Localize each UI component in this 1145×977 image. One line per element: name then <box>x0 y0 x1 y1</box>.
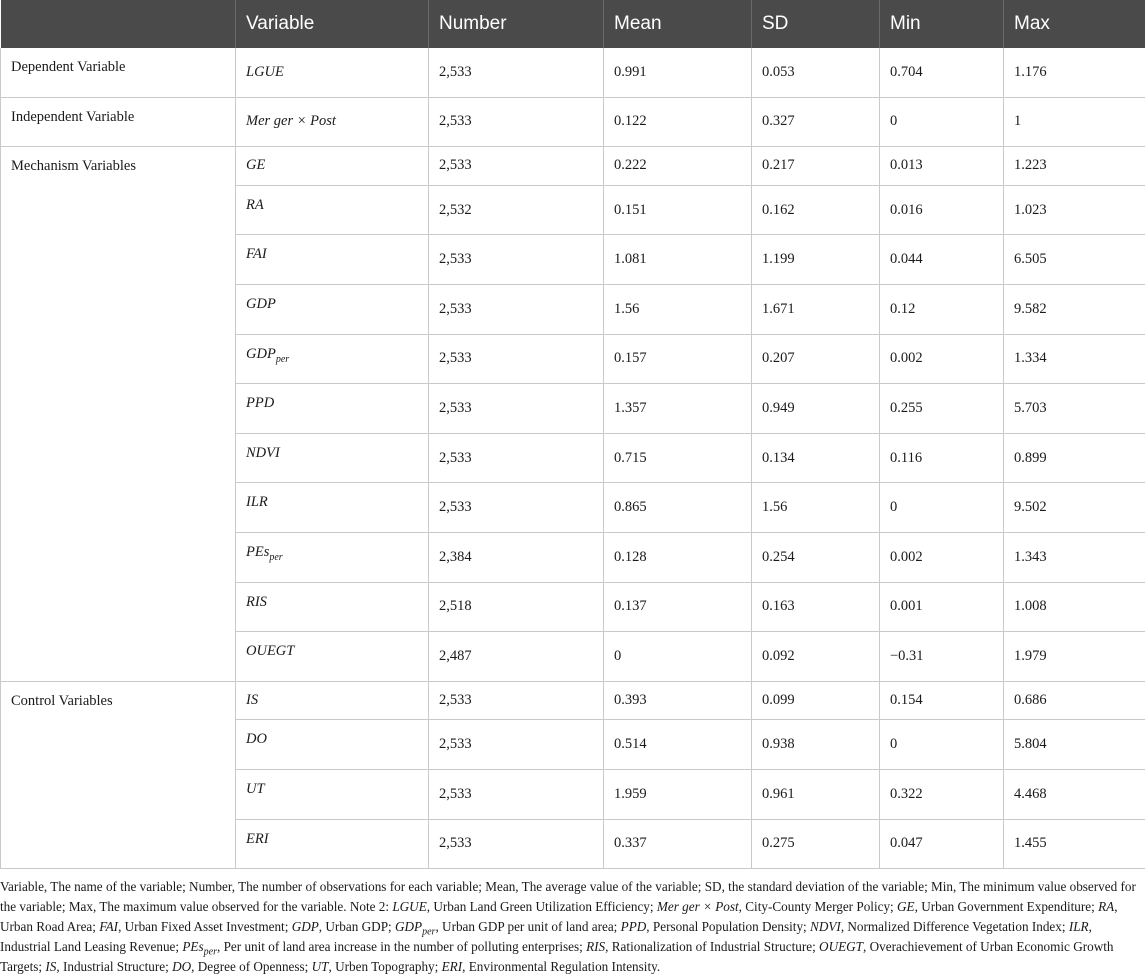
min-cell: 0.154 <box>880 681 1004 720</box>
footnote-definition: , Urban GDP; <box>319 919 395 934</box>
table-row <box>1 147 1145 186</box>
footnote-abbreviation: Mer ger × Post <box>657 899 739 914</box>
footnote-definition: , City-County Merger Policy; <box>739 899 897 914</box>
footnote-abbreviation: UT <box>312 959 329 974</box>
max-cell: 0.899 <box>1004 433 1145 483</box>
table-footnote <box>0 869 1145 977</box>
sd-cell: 0.949 <box>752 384 880 434</box>
footnote-definition: , Urban Fixed Asset Investment; <box>118 919 292 934</box>
number-cell: 2,533 <box>429 284 604 334</box>
mean-cell: 0.337 <box>604 819 752 869</box>
variable-cell: RA <box>236 185 429 235</box>
max-cell: 1 <box>1004 97 1145 147</box>
number-cell: 2,384 <box>429 532 604 582</box>
sd-cell: 0.327 <box>752 97 880 147</box>
table-row <box>1 97 1145 147</box>
number-cell: 2,533 <box>429 334 604 384</box>
footnote-abbreviation: PPD <box>621 919 647 934</box>
mean-cell: 0.393 <box>604 681 752 720</box>
min-cell: 0 <box>880 483 1004 533</box>
header-mean: Mean <box>604 0 752 48</box>
max-cell: 1.343 <box>1004 532 1145 582</box>
min-cell: 0.255 <box>880 384 1004 434</box>
footnote-definition: , Personal Population Density; <box>646 919 810 934</box>
group-label: Independent Variable <box>1 97 236 147</box>
variable-cell: GE <box>236 147 429 186</box>
min-cell: 0 <box>880 97 1004 147</box>
mean-cell: 0 <box>604 632 752 682</box>
footnote-intro: Variable, The name of the variable; Number, The number of observations for each variable; Mean, The average value of the variable; SD, the standard deviation of the variable; Min, The minimum value observed for the variable; Max, The maximum value observed for the variable. Note 2: <box>0 879 1136 914</box>
footnote-abbreviation: PEs$_{per}$ <box>182 939 217 954</box>
group-label: Mechanism Variables <box>1 147 236 682</box>
footnote-definition: , Industrial Structure; <box>56 959 172 974</box>
header-number: Number <box>429 0 604 48</box>
footnote-definition: , Urban GDP per unit of land area; <box>435 919 620 934</box>
mean-cell: 0.514 <box>604 720 752 770</box>
table-row <box>1 681 1145 720</box>
max-cell: 1.334 <box>1004 334 1145 384</box>
mean-cell: 1.081 <box>604 235 752 285</box>
group-label: Control Variables <box>1 681 236 868</box>
header-min: Min <box>880 0 1004 48</box>
variable-cell: $GDP_{per}$ <box>236 334 429 384</box>
variable-cell: FAI <box>236 235 429 285</box>
max-cell: 1.455 <box>1004 819 1145 869</box>
number-cell: 2,533 <box>429 819 604 869</box>
table-row <box>1 48 1145 97</box>
sd-cell: 0.134 <box>752 433 880 483</box>
header-variable: Variable <box>236 0 429 48</box>
variable-cell: GDP <box>236 284 429 334</box>
min-cell: 0.704 <box>880 48 1004 97</box>
min-cell: 0.047 <box>880 819 1004 869</box>
max-cell: 9.502 <box>1004 483 1145 533</box>
variable-cell: IS <box>236 681 429 720</box>
max-cell: 4.468 <box>1004 769 1145 819</box>
variable-cell: UT <box>236 769 429 819</box>
variable-cell: PEs$_{per}$ <box>236 532 429 582</box>
header-group <box>1 0 236 48</box>
mean-cell: 0.151 <box>604 185 752 235</box>
sd-cell: 0.207 <box>752 334 880 384</box>
footnote-definition: , Urban Land Green Utilization Efficiency; <box>427 899 657 914</box>
variable-cell: NDVI <box>236 433 429 483</box>
variable-cell: PPD <box>236 384 429 434</box>
min-cell: 0.013 <box>880 147 1004 186</box>
sd-cell: 0.938 <box>752 720 880 770</box>
number-cell: 2,533 <box>429 48 604 97</box>
footnote-definition: , Urban Government Expenditure; <box>915 899 1098 914</box>
sd-cell: 0.254 <box>752 532 880 582</box>
number-cell: 2,532 <box>429 185 604 235</box>
mean-cell: 0.137 <box>604 582 752 632</box>
header-sd: SD <box>752 0 880 48</box>
sd-cell: 0.275 <box>752 819 880 869</box>
footnote-definition: , Overachievement of Urban Economic Growth Targets; <box>0 939 1114 974</box>
footnote-abbreviation: RA <box>1098 899 1114 914</box>
max-cell: 6.505 <box>1004 235 1145 285</box>
variable-cell: DO <box>236 720 429 770</box>
number-cell: 2,533 <box>429 681 604 720</box>
footnote-abbreviation: LGUE <box>392 899 426 914</box>
min-cell: −0.31 <box>880 632 1004 682</box>
group-label: Dependent Variable <box>1 48 236 97</box>
footnote-abbreviation: GE <box>897 899 915 914</box>
variable-cell: ILR <box>236 483 429 533</box>
min-cell: 0.002 <box>880 334 1004 384</box>
footnote-definition: , Urban Road Area; <box>0 899 1118 934</box>
number-cell: 2,533 <box>429 433 604 483</box>
footnote-abbreviation: ILR <box>1069 919 1089 934</box>
max-cell: 1.176 <box>1004 48 1145 97</box>
mean-cell: 1.56 <box>604 284 752 334</box>
sd-cell: 0.053 <box>752 48 880 97</box>
sd-cell: 1.56 <box>752 483 880 533</box>
footnote-abbreviation: DO <box>172 959 191 974</box>
footnote-definition: , Per unit of land area increase in the number of polluting enterprises; <box>217 939 586 954</box>
sd-cell: 0.092 <box>752 632 880 682</box>
mean-cell: 0.991 <box>604 48 752 97</box>
min-cell: 0.322 <box>880 769 1004 819</box>
number-cell: 2,533 <box>429 769 604 819</box>
sd-cell: 0.163 <box>752 582 880 632</box>
footnote-abbreviation: OUEGT <box>819 939 863 954</box>
mean-cell: 1.357 <box>604 384 752 434</box>
max-cell: 5.703 <box>1004 384 1145 434</box>
max-cell: 0.686 <box>1004 681 1145 720</box>
mean-cell: 0.122 <box>604 97 752 147</box>
number-cell: 2,533 <box>429 147 604 186</box>
max-cell: 5.804 <box>1004 720 1145 770</box>
max-cell: 9.582 <box>1004 284 1145 334</box>
footnote-abbreviation: FAI <box>99 919 118 934</box>
table-header-row <box>1 0 1145 48</box>
min-cell: 0.12 <box>880 284 1004 334</box>
mean-cell: 0.222 <box>604 147 752 186</box>
table-body <box>1 48 1145 869</box>
mean-cell: 0.128 <box>604 532 752 582</box>
footnote-definition: , Degree of Openness; <box>191 959 311 974</box>
min-cell: 0.002 <box>880 532 1004 582</box>
footnote-abbreviation: NDVI <box>810 919 841 934</box>
footnote-definition: , Urben Topography; <box>329 959 442 974</box>
number-cell: 2,533 <box>429 384 604 434</box>
min-cell: 0.016 <box>880 185 1004 235</box>
sd-cell: 1.671 <box>752 284 880 334</box>
mean-cell: 0.157 <box>604 334 752 384</box>
variable-cell: LGUE <box>236 48 429 97</box>
min-cell: 0.001 <box>880 582 1004 632</box>
footnote-abbreviation: GDP <box>292 919 319 934</box>
number-cell: 2,518 <box>429 582 604 632</box>
variable-cell: OUEGT <box>236 632 429 682</box>
mean-cell: 0.865 <box>604 483 752 533</box>
number-cell: 2,487 <box>429 632 604 682</box>
header-max: Max <box>1004 0 1145 48</box>
max-cell: 1.008 <box>1004 582 1145 632</box>
variable-cell: Mer ger × Post <box>236 97 429 147</box>
footnote-abbreviation: IS <box>45 959 56 974</box>
number-cell: 2,533 <box>429 97 604 147</box>
footnote-abbreviation: RIS <box>586 939 605 954</box>
mean-cell: 1.959 <box>604 769 752 819</box>
sd-cell: 0.961 <box>752 769 880 819</box>
footnote-definition: , Normalized Difference Vegetation Index; <box>841 919 1069 934</box>
max-cell: 1.023 <box>1004 185 1145 235</box>
min-cell: 0.044 <box>880 235 1004 285</box>
footnote-definition: , Rationalization of Industrial Structure; <box>605 939 819 954</box>
number-cell: 2,533 <box>429 720 604 770</box>
max-cell: 1.223 <box>1004 147 1145 186</box>
sd-cell: 1.199 <box>752 235 880 285</box>
number-cell: 2,533 <box>429 235 604 285</box>
variable-cell: ERI <box>236 819 429 869</box>
variable-cell: RIS <box>236 582 429 632</box>
sd-cell: 0.099 <box>752 681 880 720</box>
min-cell: 0.116 <box>880 433 1004 483</box>
sd-cell: 0.217 <box>752 147 880 186</box>
number-cell: 2,533 <box>429 483 604 533</box>
max-cell: 1.979 <box>1004 632 1145 682</box>
footnote-definition: , Environmental Regulation Intensity. <box>462 959 660 974</box>
sd-cell: 0.162 <box>752 185 880 235</box>
footnote-definition: , Industrial Land Leasing Revenue; <box>0 919 1092 954</box>
footnote-abbreviation: $GDP_{per}$ <box>395 919 435 934</box>
min-cell: 0 <box>880 720 1004 770</box>
footnote-abbreviation: ERI <box>442 959 463 974</box>
mean-cell: 0.715 <box>604 433 752 483</box>
